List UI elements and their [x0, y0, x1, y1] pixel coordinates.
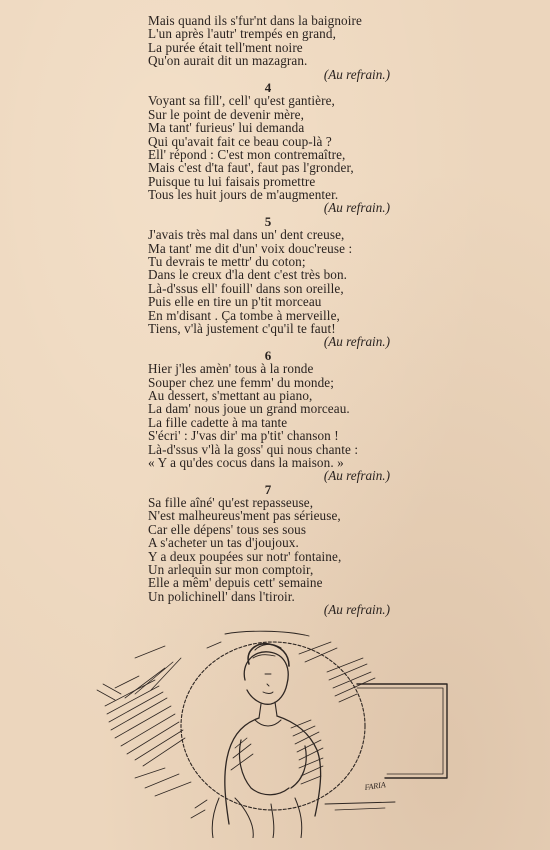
woman-sketch-image: [95, 628, 455, 838]
verse-line: Là-d'ssus ell' fouill' dans son oreille,: [148, 280, 344, 296]
verse-line: La fille cadette à ma tante: [148, 414, 288, 430]
refrain-marker: (Au refrain.): [323, 200, 390, 216]
verse-line: Sur le point de devenir mère,: [148, 106, 304, 122]
verse-line: En m'disant . Ça tombe à merveille,: [148, 307, 340, 323]
verse-line: Ma tant' furieus' lui demanda: [148, 120, 305, 136]
verse-line: Car elle dépens' tous ses sous: [148, 521, 307, 537]
artist-signature: FARIA: [364, 780, 387, 792]
stanza-6: [148, 349, 408, 483]
verse-line: Dans le creux d'la dent c'est très bon.: [148, 267, 348, 283]
verse-line: Au dessert, s'mettant au piano,: [148, 387, 313, 403]
verse-line: A s'acheter un tas d'joujoux.: [148, 535, 299, 551]
verse-line: Ell' répond : C'est mon contremaître,: [148, 146, 346, 162]
verse-line: N'est malheureus'ment pas sérieuse,: [148, 508, 341, 524]
verse-line: J'avais très mal dans un' dent creuse,: [148, 227, 345, 243]
stanza-5: [148, 215, 408, 349]
verse-line: Puisque tu lui faisais promettre: [148, 173, 316, 189]
verse-line: Sa fille aîné' qu'est repasseuse,: [148, 495, 314, 511]
verse-line: Voyant sa fill', cell' qu'est gantière,: [148, 93, 335, 109]
verse-line: Tous les huit jours de m'augmenter.: [148, 187, 339, 203]
stanza-number: 7: [264, 481, 272, 497]
verse-line: Ma tant' me dit d'un' voix douc'reuse :: [148, 240, 353, 256]
verse-line: La dam' nous joue un grand morceau.: [148, 401, 350, 417]
intro-stanza: [148, 14, 408, 81]
verse-line: Mais c'est d'ta faut', faut pas l'gronder,: [148, 160, 354, 176]
verse-line: Tu devrais te mettr' du coton;: [148, 254, 306, 270]
verse-line: Qu'on aurait dit un mazagran.: [148, 53, 308, 69]
verse-line: Puis elle en tire un p'tit morceau: [148, 294, 322, 310]
stanza-number: 5: [264, 213, 272, 229]
stanza-number: 6: [264, 347, 272, 363]
verse-line: L'un après l'autr' trempés en grand,: [148, 26, 336, 42]
verse-line: S'écri' : J'vas dir' ma p'tit' chanson !: [148, 428, 339, 444]
stanza-number: 4: [264, 79, 272, 95]
stanza-7: [148, 483, 408, 617]
verse-line: Souper chez une femm' du monde;: [148, 374, 335, 390]
verse-line: Y a deux poupées sur notr' fontaine,: [148, 548, 342, 564]
verse-line: Elle a mêm' depuis cett' semaine: [148, 575, 323, 591]
verse-line: La purée était tell'ment noire: [148, 39, 303, 55]
verse-line: Qui qu'avait fait ce beau coup-là ?: [148, 133, 332, 149]
refrain-marker: (Au refrain.): [323, 334, 390, 350]
verse-line: Un polichinell' dans l'tiroir.: [148, 588, 295, 604]
song-text-column: [148, 14, 408, 617]
verse-line: « Y a qu'des cocus dans la maison. »: [148, 454, 344, 470]
verse-line: Tiens, v'là justement c'qu'il te faut!: [148, 320, 336, 336]
verse-line: Un arlequin sur mon comptoir,: [148, 562, 314, 578]
woman-vignette-illustration: [95, 628, 455, 838]
verse-line: Mais quand ils s'fur'nt dans la baignoire: [148, 13, 362, 28]
verse-line: Là-d'ssus v'là la goss' qui nous chante :: [148, 441, 359, 457]
stanza-4: [148, 81, 408, 215]
refrain-marker: (Au refrain.): [323, 66, 390, 82]
refrain-marker: (Au refrain.): [323, 468, 390, 484]
refrain-marker: (Au refrain.): [323, 602, 390, 618]
verse-line: Hier j'les amèn' tous à la ronde: [148, 361, 314, 377]
